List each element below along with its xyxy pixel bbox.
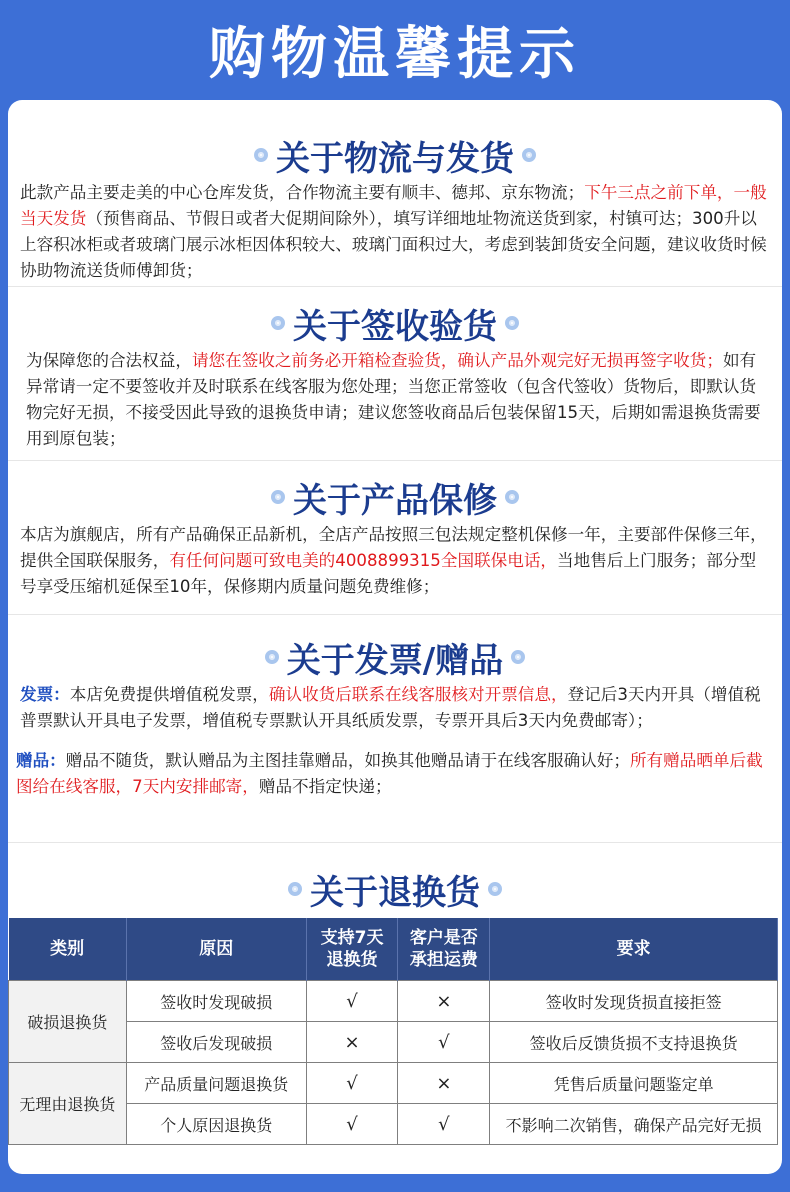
logistics-title (8, 130, 782, 180)
warranty-text-2: 当地售后上门服务；部分型号享受压缩机延保至10年，保修期内质量问题免费维修； (20, 551, 757, 596)
inspection-text-2: 如有异常请一定不要签收并及时联系在线客服为您处理；当您正常签收（包含代签收）货物后，即默认货物完好无损，不接受因此导致的退换货申请；建议您签收商品后包装保留15天，后期如需退换货需要用到原包装； (26, 351, 761, 448)
bullet-dot-icon (522, 148, 536, 162)
invoice-text-highlight: 确认收货后联系在线客服核对开票信息， (268, 685, 568, 704)
logistics-text (20, 180, 770, 284)
warranty-title (8, 472, 782, 522)
cell-requirement: 不影响二次销售，确保产品完好无损 (490, 1104, 778, 1145)
bullet-dot-icon (271, 490, 285, 504)
cell-reason: 签收后发现破损 (126, 1022, 306, 1063)
logistics-text-1: 此款产品主要走美的中心仓库发货，合作物流主要有顺丰、德邦、京东物流； (20, 183, 585, 202)
cell-7day: √ (306, 981, 398, 1022)
group-damaged: 破损退换货 (9, 981, 127, 1063)
header-shipping (398, 918, 490, 981)
logistics-text-2: （预售商品、节假日或者大促期间除外），填写详细地址物流送货到家，村镇可达；300升以上容积冰柜或者玻璃门展示冰柜因体积较大、玻璃门面积过大，考虑到装卸货安全问题，建议收货时候协助物流送货师傅卸货； (20, 209, 767, 280)
inspection-title-text: 关于签收验货 (293, 306, 497, 347)
gift-label: 赠品： (16, 751, 66, 770)
bullet-dot-icon (505, 316, 519, 330)
cell-requirement: 签收时发现货损直接拒签 (490, 981, 778, 1022)
inspection-text (26, 348, 766, 452)
gift-text-2: 赠品不指定快递； (258, 777, 392, 796)
inspection-section (8, 298, 782, 452)
invoice-text (20, 682, 770, 734)
table-row (9, 981, 778, 1022)
bullet-dot-icon (271, 316, 285, 330)
inspection-text-1: 为保障您的合法权益， (26, 351, 192, 370)
header-category-text: 类别 (50, 939, 85, 959)
header-requirement (490, 918, 778, 981)
cell-requirement: 凭售后质量问题鉴定单 (490, 1063, 778, 1104)
logistics-section (8, 130, 782, 284)
cell-reason: 签收时发现破损 (126, 981, 306, 1022)
invoice-title (8, 632, 782, 682)
returns-section (8, 864, 782, 914)
cell-7day: √ (306, 1104, 398, 1145)
divider (8, 614, 782, 615)
invoice-text-2: 登记后3天内开具（增值税普票默认开具电子发票，增值税专票默认开具纸质发票，专票开具后3天内免费邮寄）； (20, 685, 761, 730)
logistics-text-highlight: 下午三点之前下单，一般当天发货 (20, 183, 767, 228)
cell-shipping: √ (398, 1022, 490, 1063)
cell-7day: × (306, 1022, 398, 1063)
header-requirement-text: 要求 (616, 939, 651, 959)
bullet-dot-icon (488, 882, 502, 896)
bullet-dot-icon (265, 650, 279, 664)
header-category (9, 918, 127, 981)
header-shipping-line1: 客户是否 (409, 928, 478, 948)
returns-title-text: 关于退换货 (310, 872, 480, 913)
inspection-title (8, 298, 782, 348)
cell-shipping: × (398, 981, 490, 1022)
bullet-dot-icon (254, 148, 268, 162)
warranty-text-highlight: 有任何问题可致电美的4008899315全国联保电话， (169, 551, 558, 570)
cell-shipping: √ (398, 1104, 490, 1145)
invoice-section (8, 632, 782, 800)
group-no-reason: 无理由退换货 (9, 1063, 127, 1145)
header-7day (306, 918, 398, 981)
table-row (9, 1063, 778, 1104)
gift-text-highlight: 所有赠品晒单后截图给在线客服，7天内安排邮寄， (16, 751, 763, 796)
warranty-title-text: 关于产品保修 (293, 480, 497, 521)
header-reason-text: 原因 (199, 939, 234, 959)
cell-requirement: 签收后反馈货损不支持退换货 (490, 1022, 778, 1063)
warranty-text (20, 522, 770, 600)
table-header-row (9, 918, 778, 981)
header-shipping-line2: 承担运费 (409, 950, 478, 970)
bullet-dot-icon (288, 882, 302, 896)
header-7day-line2: 退换货 (326, 950, 378, 970)
cell-shipping: × (398, 1063, 490, 1104)
bullet-dot-icon (505, 490, 519, 504)
divider (8, 460, 782, 461)
header-reason (126, 918, 306, 981)
warranty-text-1: 本店为旗舰店，所有产品确保正品新机，全店产品按照三包法规定整机保修一年，主要部件保修三年，提供全国联保服务， (20, 525, 767, 570)
divider (8, 842, 782, 843)
returns-title (8, 864, 782, 914)
invoice-label: 发票： (20, 685, 70, 704)
warranty-section (8, 472, 782, 600)
gift-text (16, 748, 774, 800)
invoice-title-text: 关于发票/赠品 (286, 640, 504, 681)
invoice-text-1: 本店免费提供增值税发票， (69, 685, 269, 704)
page-header (0, 0, 790, 100)
divider (8, 286, 782, 287)
returns-table (8, 918, 778, 1145)
logistics-title-text: 关于物流与发货 (276, 138, 514, 179)
bullet-dot-icon (511, 650, 525, 664)
header-7day-line1: 支持7天 (320, 928, 384, 948)
cell-reason: 产品质量问题退换货 (126, 1063, 306, 1104)
cell-reason: 个人原因退换货 (126, 1104, 306, 1145)
page-title: 购物温馨提示 (209, 22, 581, 87)
cell-7day: √ (306, 1063, 398, 1104)
gift-text-1: 赠品不随货，默认赠品为主图挂靠赠品，如换其他赠品请于在线客服确认好； (65, 751, 630, 770)
inspection-text-highlight: 请您在签收之前务必开箱检查验货，确认产品外观完好无损再签字收货； (191, 351, 723, 370)
content-card (8, 100, 782, 1174)
